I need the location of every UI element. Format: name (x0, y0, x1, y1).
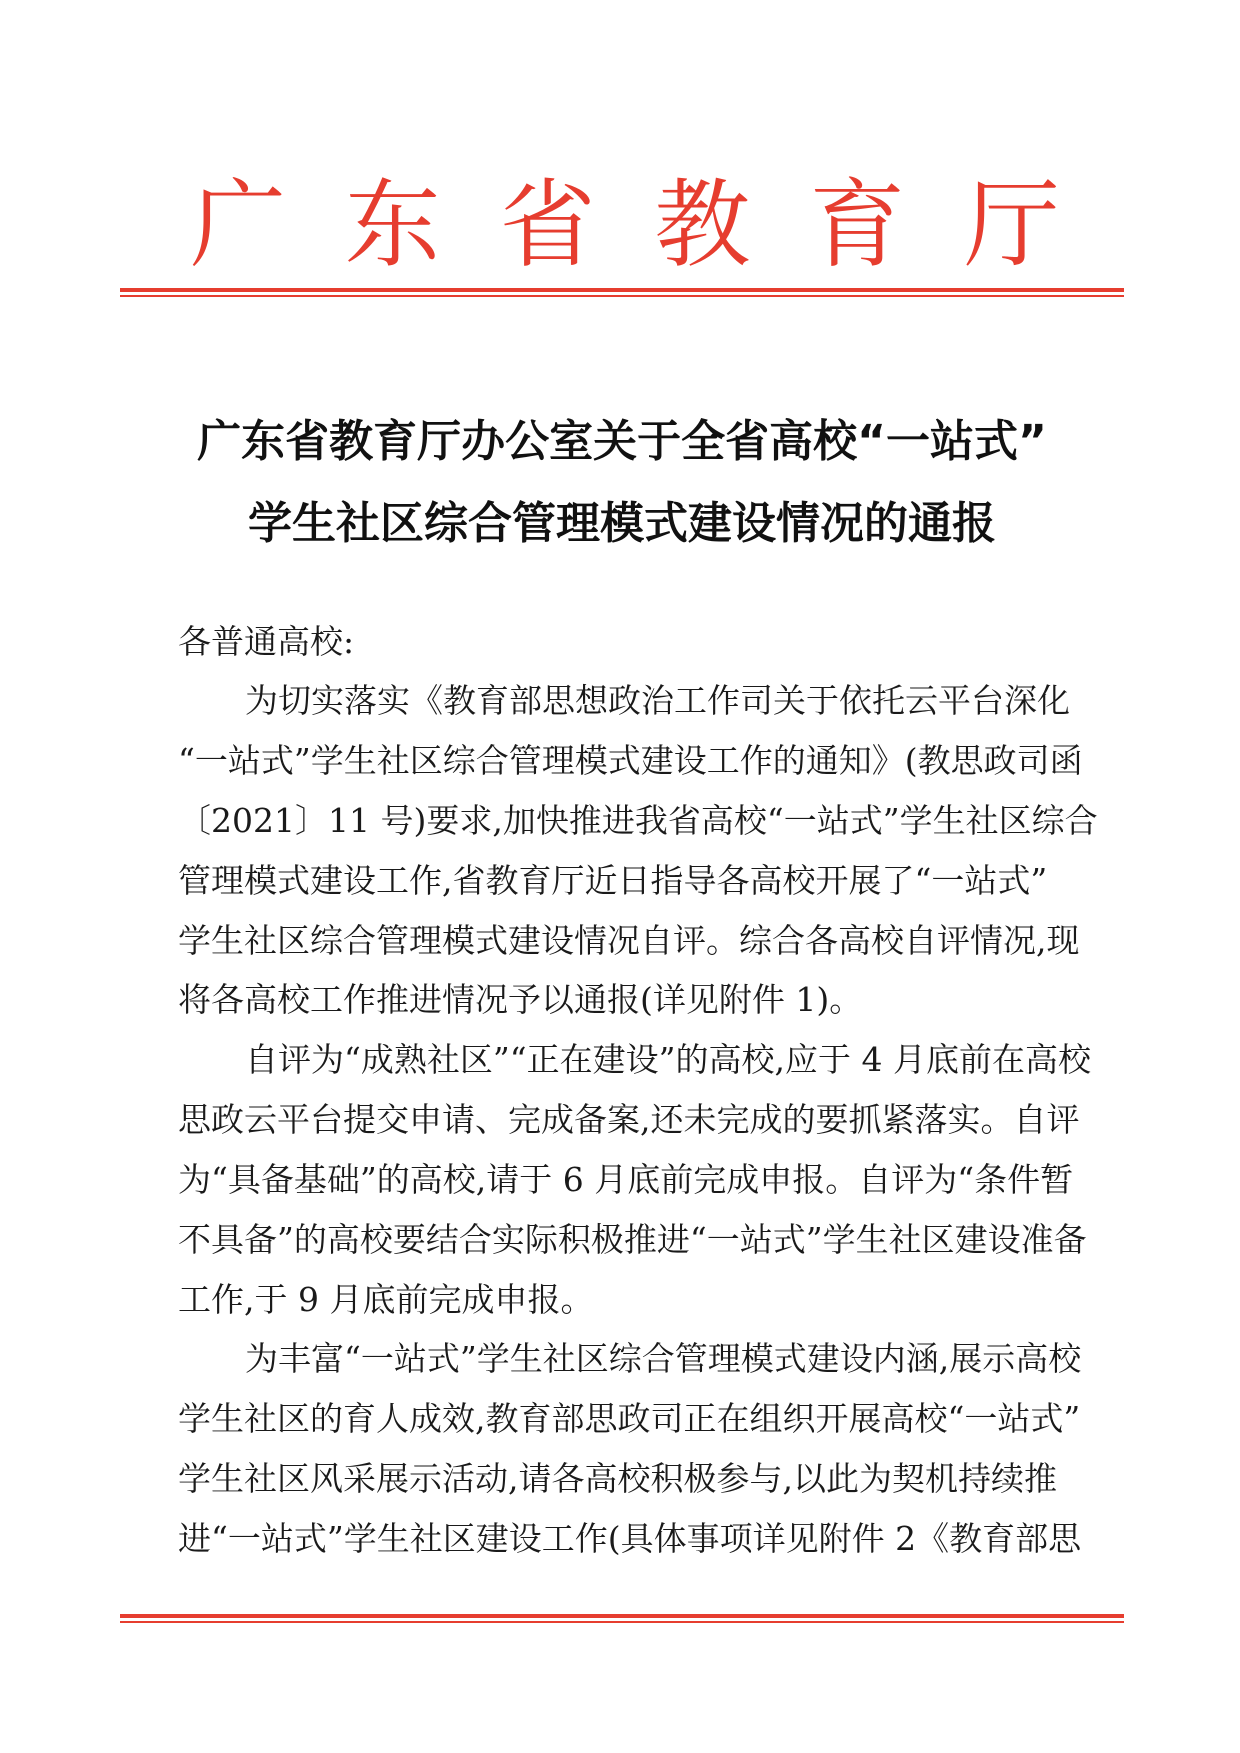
body-line: 思政云平台提交申请、完成备案,还未完成的要抓紧落实。自评 (178, 1100, 1080, 1139)
body-line: 为“具备基础”的高校,请于 6 月底前完成申报。自评为“条件暂 (178, 1160, 1074, 1199)
body-line: 为切实落实《教育部思想政治工作司关于依托云平台深化 (245, 681, 1070, 720)
body-line: 管理模式建设工作,省教育厅近日指导各高校开展了“一站式” (178, 861, 1048, 900)
letterhead-char: 东 (344, 169, 441, 281)
body-line: 学生社区的育人成效,教育部思政司正在组织开展高校“一站式” (178, 1399, 1081, 1438)
footer-divider (120, 1614, 1124, 1623)
letterhead-char: 厅 (963, 169, 1060, 281)
salutation: 各普通高校: (178, 622, 355, 661)
letterhead (190, 165, 1060, 285)
body-line: “一站式”学生社区综合管理模式建设工作的通知》(教思政司函 (178, 741, 1083, 780)
body-line: 学生社区风采展示活动,请各高校积极参与,以此为契机持续推 (178, 1459, 1057, 1498)
body-line: 为丰富“一站式”学生社区综合管理模式建设内涵,展示高校 (245, 1339, 1082, 1378)
letterhead-char: 广 (190, 169, 286, 281)
body-line: 工作,于 9 月底前完成申报。 (178, 1280, 594, 1319)
body-line: 进“一站式”学生社区建设工作(具体事项详见附件 2《教育部思 (178, 1519, 1082, 1558)
letterhead-divider (120, 288, 1124, 297)
letterhead-char: 教 (654, 169, 751, 281)
document-title-line-1: 广东省教育厅办公室关于全省高校“一站式” (197, 416, 1047, 467)
letterhead-char: 育 (809, 169, 906, 281)
letterhead-char: 省 (499, 169, 596, 281)
body-line: 不具备”的高校要结合实际积极推进“一站式”学生社区建设准备 (178, 1220, 1087, 1259)
body-line: 学生社区综合管理模式建设情况自评。综合各高校自评情况,现 (178, 921, 1080, 960)
body-line: 将各高校工作推进情况予以通报(详见附件 1)。 (178, 980, 863, 1019)
document-title-line-2: 学生社区综合管理模式建设情况的通报 (248, 498, 996, 549)
body-line: 自评为“成熟社区”“正在建设”的高校,应于 4 月底前在高校 (245, 1040, 1091, 1079)
body-line: 〔2021〕11 号)要求,加快推进我省高校“一站式”学生社区综合 (178, 801, 1098, 840)
